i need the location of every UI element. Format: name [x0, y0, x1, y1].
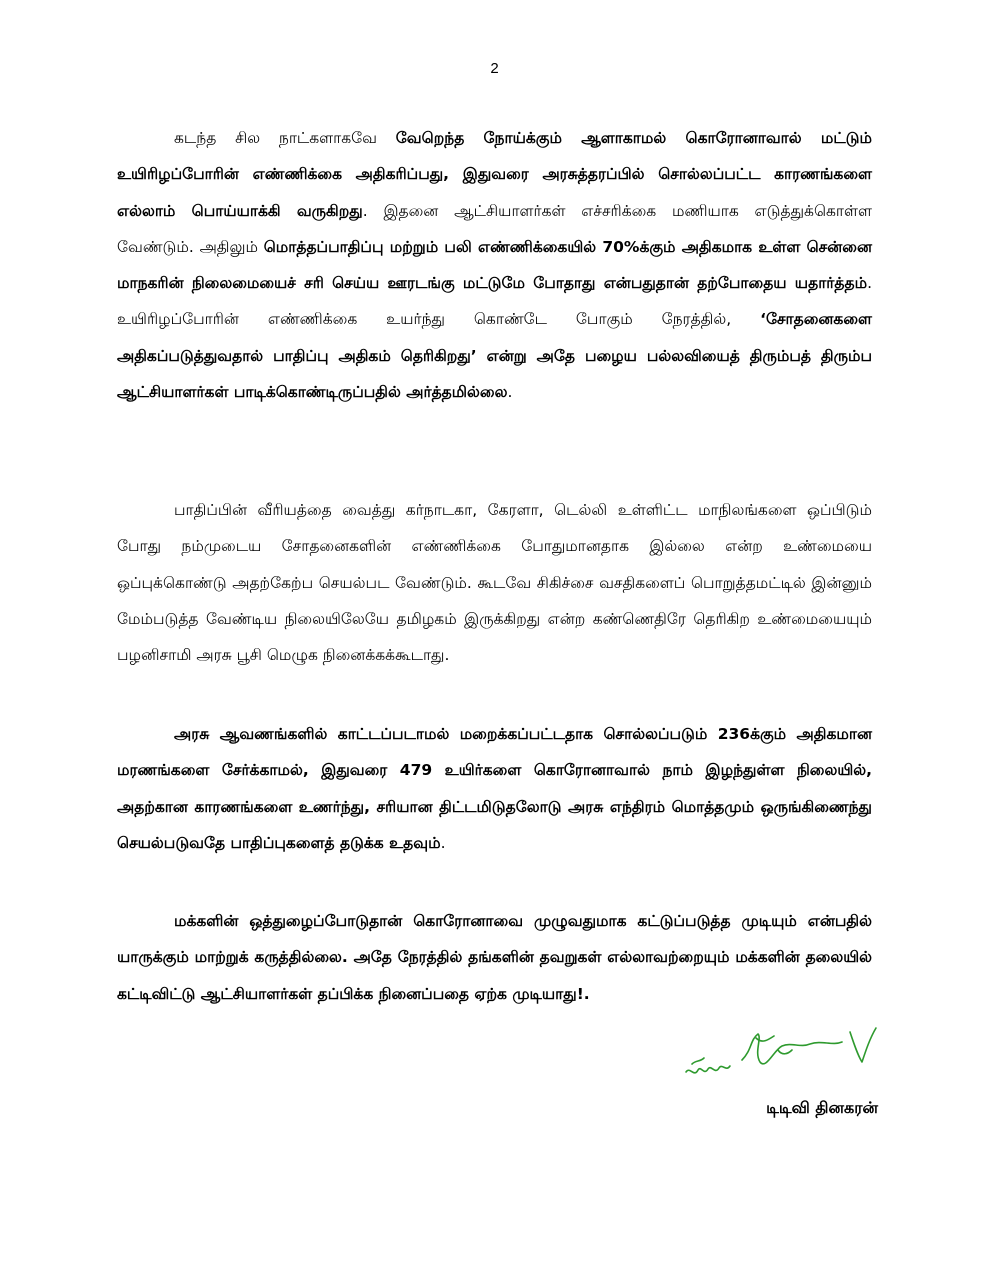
- page-number: 2: [490, 60, 499, 77]
- text-run: கடந்த சில நாட்களாகவே: [174, 129, 396, 147]
- text-run: பாதிப்பின் வீரியத்தை வைத்து கர்நாடகா, கேரளா, டெல்லி உள்ளிட்ட மாநிலங்களை ஒப்பிடும் போது நம்முடைய சோதனைகளின் எண்ணிக்கை போதுமானதாக இல்லை என்ற உண்மையை ஒப்புக்கொண்டு அதற்கேற்ப செயல்பட வேண்டும். கூடவே சிகிச்சை வசதிகளைப் பொறுத்தமட்டில் இன்னும் மேம்படுத்த வேண்டிய நிலையிலேயே தமிழகம் இருக்கிறது என்ற கண்ணெதிரே தெரிகிற உண்மையையும் பழனிசாமி அரசு பூசி மெழுக நினைக்கக்கூடாது.: [117, 501, 872, 665]
- paragraph-2: [117, 492, 872, 673]
- paragraph-3: [117, 716, 872, 861]
- text-run: .: [507, 383, 513, 402]
- handwritten-signature: [682, 1020, 882, 1090]
- bold-text-run: அரசு ஆவணங்களில் காட்டப்படாமல் மறைக்கப்பட்டதாக சொல்லப்படும் 236க்கும் அதிகமான மரணங்களை சேர்க்காமல், இதுவரை 479 உயிர்களை கொரோனாவால் நாம் இழந்துள்ள நிலையில், அதற்கான காரணங்களை உணர்ந்து, சரியான திட்டமிடுதலோடு அரசு எந்திரம் மொத்தமும் ஒருங்கிணைந்து செயல்படுவதே பாதிப்புகளைத் தடுக்க உதவும்: [117, 725, 872, 852]
- signer-name: டிடிவி தினகரன்: [766, 1098, 878, 1117]
- paragraph-4: [117, 903, 872, 1012]
- bold-text-run: மக்களின் ஒத்துழைப்போடுதான் கொரோனாவை முழுவதுமாக கட்டுப்படுத்த முடியும் என்பதில் யாருக்கும் மாற்றுக் கருத்தில்லை. அதே நேரத்தில் தங்களின் தவறுகள் எல்லாவற்றையும் மக்களின் தலையில் கட்டிவிட்டு ஆட்சியாளர்கள் தப்பிக்க நினைப்பதை ஏற்க முடியாது!.: [117, 912, 872, 1003]
- text-run: . உயிரிழப்போரின் எண்ணிக்கை உயர்ந்து கொண்டே போகும் நேரத்தில்,: [117, 274, 872, 329]
- text-run: . இதனை ஆட்சியாளர்கள் எச்சரிக்கை மணியாக எடுத்துக்கொள்ள வேண்டும். அதிலும்: [117, 201, 872, 256]
- bold-text-run: வேறெந்த நோய்க்கும் ஆளாகாமல் கொரோனாவால் மட்டும் உயிரிழப்போரின் எண்ணிக்கை அதிகரிப்பது, இதுவரை அரசுத்தரப்பில் சொல்லப்பட்ட காரணங்களை எல்லாம் பொய்யாக்கி வருகிறது: [117, 129, 872, 220]
- bold-text-run: மொத்தப்பாதிப்பு மற்றும் பலி எண்ணிக்கையில் 70%க்கும் அதிகமாக உள்ள சென்னை மாநகரின் நிலைமையைச் சரி செய்ய ஊரடங்கு மட்டுமே போதாது என்பதுதான் தற்போதைய யதார்த்தம்: [117, 237, 872, 293]
- paragraph-1: [117, 120, 872, 410]
- bold-text-run: ‘சோதனைகளை அதிகப்படுத்துவதால் பாதிப்பு அதிகம் தெரிகிறது’ என்று அதே பழைய பல்லவியைத் திரும்பத் திரும்ப ஆட்சியாளர்கள் பாடிக்கொண்டிருப்பதில் அர்த்தமில்லை: [117, 310, 872, 402]
- text-run: .: [440, 833, 446, 852]
